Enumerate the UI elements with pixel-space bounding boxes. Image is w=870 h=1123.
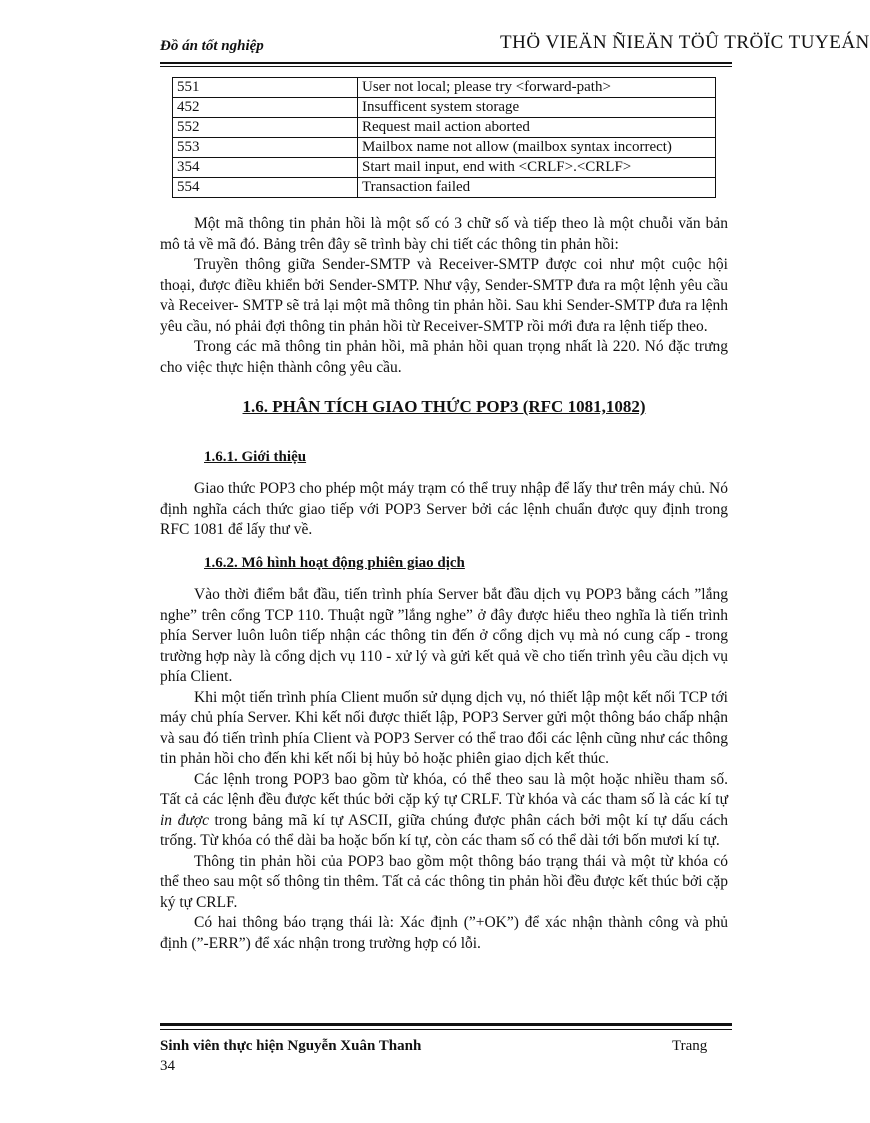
table-row <box>173 118 716 138</box>
table-row <box>173 78 716 98</box>
header-rule-thin <box>160 66 732 67</box>
header-document-title: Đồ án tốt nghiệp <box>160 38 264 54</box>
paragraph-text: Các lệnh trong POP3 bao gồm từ khóa, có thể theo sau là một hoặc nhiều tham số. Tất cả các lệnh đều được kết thúc bởi cặp ký tự CRLF. Từ khóa và các tham số là các kí tự <box>160 770 728 808</box>
header-library-title: THÖ VIEÄN ÑIEÄN TÖÛ TRÖÏC TUYEÁN <box>500 32 870 53</box>
paragraph: Truyền thông giữa Sender-SMTP và Receiver-SMTP được coi như một cuộc hội thoại, được điều khiển bởi Sender-SMTP. Như vậy, Sender-SMTP đưa ra một lệnh yêu cầu và Receiver- SMTP sẽ trả lại một mã thông tin phản hồi. Sau khi Sender-SMTP đưa ra lệnh yêu cầu, nó phải đợi thông tin phản hồi từ Receiver-SMTP rồi mới đưa ra lệnh tiếp theo. <box>160 256 728 335</box>
reply-code: 551 <box>173 78 358 98</box>
reply-code-table <box>172 77 716 198</box>
paragraph: Trong các mã thông tin phản hồi, mã phản hồi quan trọng nhất là 220. Nó đặc trưng cho việc thực hiện thành công yêu cầu. <box>160 338 728 376</box>
reply-description: Mailbox name not allow (mailbox syntax incorrect) <box>358 138 716 158</box>
reply-description: User not local; please try <forward-path> <box>358 78 716 98</box>
paragraph: Thông tin phản hồi của POP3 bao gồm một thông báo trạng thái và một từ khóa có thể theo sau một số thông tin thêm. Tất cả các thông tin phản hồi đều được kết thúc bởi cặp ký tự CRLF. <box>160 852 728 911</box>
header-rule <box>160 62 732 64</box>
paragraph <box>160 770 728 852</box>
subsection-heading-intro: 1.6.1. Giới thiệu <box>204 448 307 465</box>
footer-rule <box>160 1023 732 1026</box>
table-row <box>173 98 716 118</box>
reply-description: Start mail input, end with <CRLF>.<CRLF> <box>358 158 716 178</box>
paragraph-text: trong bảng mã kí tự ASCII, giữa chúng được phân cách bởi một kí tự dấu cách trống. Từ khóa có thể dài ba hoặc bốn kí tự, còn các tham số có thể dài tới bốn mươi kí tự. <box>160 811 728 849</box>
table-row <box>173 138 716 158</box>
section-heading: 1.6. PHÂN TÍCH GIAO THỨC POP3 (RFC 1081,1082) <box>242 397 646 416</box>
table-row <box>173 158 716 178</box>
subsection-heading-session-model: 1.6.2. Mô hình hoạt động phiên giao dịch <box>204 554 465 571</box>
page-number: 34 <box>160 1058 175 1074</box>
footer-page-label: Trang <box>672 1038 708 1054</box>
footer-rule-thin <box>160 1029 732 1030</box>
paragraph: Có hai thông báo trạng thái là: Xác định (”+OK”) để xác nhận thành công và phủ định (”-ERR”) để xác nhận trong trường hợp có lỗi. <box>160 914 728 952</box>
reply-code: 452 <box>173 98 358 118</box>
reply-code: 554 <box>173 178 358 198</box>
paragraph: Giao thức POP3 cho phép một máy trạm có thể truy nhập để lấy thư trên máy chủ. Nó định nghĩa cách thức giao tiếp với POP3 Server bởi các lệnh chuẩn được quy định trong RFC 1081 để lấy thư về. <box>160 480 728 538</box>
reply-description: Request mail action aborted <box>358 118 716 138</box>
footer-author: Sinh viên thực hiện Nguyễn Xuân Thanh <box>160 1038 422 1054</box>
reply-description: Insufficent system storage <box>358 98 716 118</box>
reply-description: Transaction failed <box>358 178 716 198</box>
reply-code: 354 <box>173 158 358 178</box>
reply-code: 553 <box>173 138 358 158</box>
reply-code: 552 <box>173 118 358 138</box>
paragraph: Vào thời điểm bắt đầu, tiến trình phía Server bắt đầu dịch vụ POP3 bằng cách ”lắng nghe” trên cổng TCP 110. Thuật ngữ ”lắng nghe” ở đây được hiểu theo nghĩa là tiến trình phía Server luôn luôn tiếp nhận các thông tin đến ở cổng dịch vụ mà nó cung cấp - trong trường hợp này là cổng dịch vụ 110 - xử lý và gửi kết quả về cho tiến trình yêu cầu dịch vụ phía Client. <box>160 586 728 685</box>
paragraph: Một mã thông tin phản hồi là một số có 3 chữ số và tiếp theo là một chuỗi văn bản mô tả về mã đó. Bảng trên đây sẽ trình bày chi tiết các thông tin phản hồi: <box>160 215 728 253</box>
table-row <box>173 178 716 198</box>
body-content <box>160 214 728 954</box>
emphasis-text: in được <box>160 811 209 829</box>
paragraph: Khi một tiến trình phía Client muốn sử dụng dịch vụ, nó thiết lập một kết nối TCP tới máy chủ phía Server. Khi kết nối được thiết lập, POP3 Server gửi một thông báo chấp nhận và sau đó tiến trình phía Client và POP3 Server có thể trao đổi các lệnh cũng như các thông tin phản hồi cho đến khi kết nối bị hủy bỏ hoặc phiên giao dịch kết thúc. <box>160 688 728 767</box>
